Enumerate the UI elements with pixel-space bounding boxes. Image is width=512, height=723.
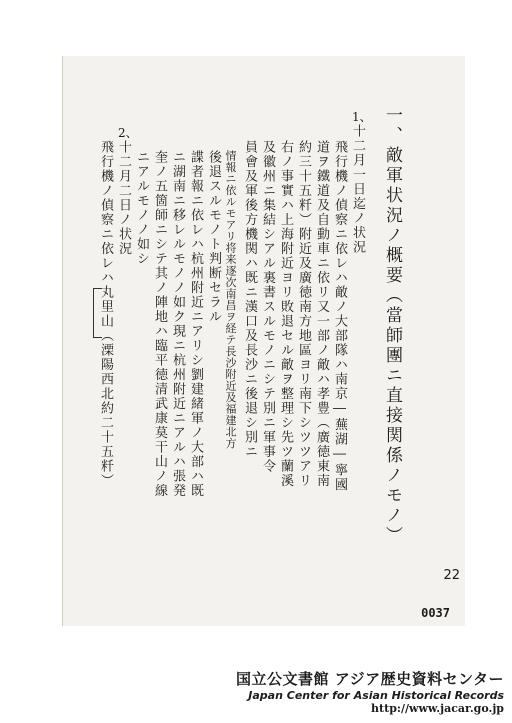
archive-name-japanese: 国立公文書館 アジア歴史資料センター xyxy=(235,670,504,688)
section-1-line: 飛行機ノ偵察ニ依レハ敵ノ大部隊ハ南京―蕪湖―寧國 xyxy=(332,140,347,492)
section-1-number: 1、 xyxy=(352,110,372,124)
archive-url: http://www.jacar.go.jp xyxy=(371,702,504,715)
section-1-line: ニアルモノノ如シ xyxy=(134,150,149,266)
section-1-line: 奎ノ五箇師ニシテ其ノ陣地ハ臨平徳清武康莫干山ノ線 xyxy=(152,150,167,498)
page-number: 22 xyxy=(443,568,460,583)
section-1-line: 約三十五粁）附近及廣徳南方地區ヨリ南下シツツアリ xyxy=(296,140,311,488)
document-heading: 一、敵軍状況ノ概要（當師團ニ直接関係ノモノ） xyxy=(382,106,402,546)
section-1-line: ニ湖南ニ移レルモノノ如ク現ニ杭州附近ニアルハ張発 xyxy=(170,150,185,498)
section-1-line: 諜者報ニ依レハ杭州附近ニアリシ劉建緒軍ノ大部ハ既 xyxy=(188,150,203,498)
section-1-line: 員會及軍後方機関ハ既ニ漢口及長沙ニ後退シ別ニ xyxy=(242,140,257,459)
section-1-title: 十二月一日迄ノ状況 xyxy=(350,124,365,255)
section-2-number: 2、 xyxy=(118,126,138,140)
archive-name-english: Japan Center for Asian Historical Records xyxy=(248,689,504,702)
section-1-line: 情報ニ依ルモアリ将来逐次南昌ヲ経テ長沙附近及福建北方 xyxy=(224,150,237,449)
margin-bracket-mark xyxy=(93,288,102,338)
section-1-line: 右ノ事實ハ上海附近ヨリ敗退セル敵ヲ整理シ先ツ蘭溪 xyxy=(278,140,293,488)
section-2-title: 十二月二日ノ状況 xyxy=(116,140,131,256)
section-1-line: 後退スルモノト判断セラル xyxy=(206,150,221,324)
frame-number: 0037 xyxy=(421,606,450,620)
section-1-line: 及徽州ニ集結シアル裏書スルモノニシテ別ニ軍事令 xyxy=(260,140,275,474)
archive-footer xyxy=(236,668,504,715)
section-1-line: 道ヲ鐵道及自動車ニ依リ又一部ノ敵ハ孝豊（廣徳東南 xyxy=(314,140,329,488)
section-2-line: 飛行機ノ偵察ニ依レハ丸里山（溧陽西北約二十五粁） xyxy=(98,140,113,488)
